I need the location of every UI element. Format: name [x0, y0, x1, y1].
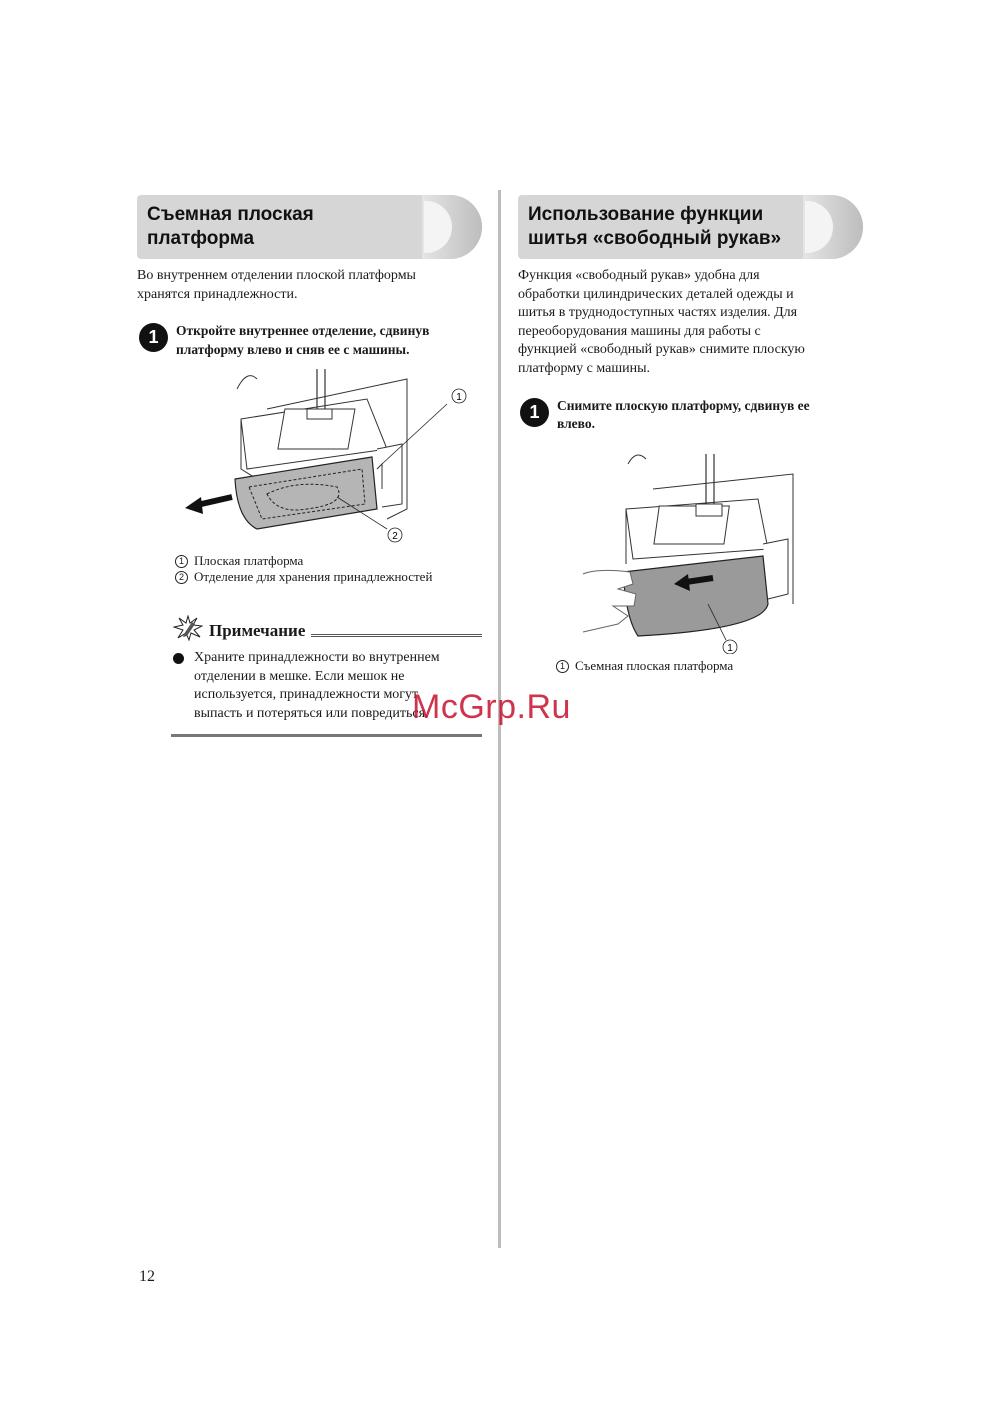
heading-tab-decoration: [803, 195, 863, 259]
step-text: Снимите плоскую платформу, сдвинув ее влево.: [557, 397, 810, 432]
left-column: [137, 195, 482, 737]
caption-row: [556, 658, 863, 674]
section-heading-right: [518, 195, 863, 259]
note-header: [173, 615, 482, 641]
caption-number: 1: [175, 555, 188, 568]
sewing-machine-hand-illustration: [518, 444, 863, 654]
step-1: [518, 397, 863, 434]
caption-text: Съемная плоская платформа: [575, 657, 734, 673]
caption-number: 2: [175, 571, 188, 584]
caption-row: [175, 569, 482, 585]
figure-flatbed-compartment: [137, 369, 482, 549]
bullet-icon: [173, 653, 184, 664]
caption-number: 1: [556, 660, 569, 673]
right-column: [518, 195, 863, 674]
intro-text: Во внутреннем отделении плоской платформы хранятся принадлежности.: [137, 268, 416, 302]
note-pencil-icon: [173, 615, 203, 641]
figure-captions: [518, 658, 863, 674]
note-item-text: Храните принадлежности во внутреннем отделении в мешке. Если мешок не используется, принадлежности могут выпасть и потеряться или повредиться.: [194, 650, 440, 721]
note-bottom-rule: [171, 734, 482, 737]
sewing-machine-illustration: [137, 369, 482, 549]
caption-row: [175, 553, 482, 569]
page-number: 12: [139, 1268, 155, 1285]
figure-remove-flatbed: [518, 444, 863, 654]
callout-1: 1: [727, 642, 733, 654]
step-1: [137, 322, 482, 359]
caption-text: Плоская платформа: [194, 553, 304, 569]
figure-captions: [137, 553, 482, 585]
step-text: Откройте внутреннее отделение, сдвинув платформу влево и сняв ее с машины.: [176, 323, 430, 357]
section-title: Использование функции шитья «свободный рукав»: [528, 204, 782, 249]
note-rule: [311, 634, 482, 637]
step-number: 1: [139, 323, 168, 352]
intro-text: Функция «свободный рукав» удобна для обработки цилиндрических деталей одежды и шитья в труднодоступных частях изделия. Для переоборудования машины для работы с функцией «свободный рукав» снимите плоскую платформу с машины.: [518, 268, 805, 376]
caption-text: Отделение для хранения принадлежностей: [194, 569, 433, 585]
section-heading-left: [137, 195, 482, 259]
section-title: Съемная плоская платформа: [147, 204, 314, 249]
note-title: Примечание: [209, 621, 306, 641]
callout-2: 2: [392, 531, 398, 543]
step-number: 1: [520, 398, 549, 427]
watermark: McGrp.Ru: [412, 688, 571, 726]
heading-tab-decoration: [422, 195, 482, 259]
callout-1: 1: [456, 392, 462, 404]
